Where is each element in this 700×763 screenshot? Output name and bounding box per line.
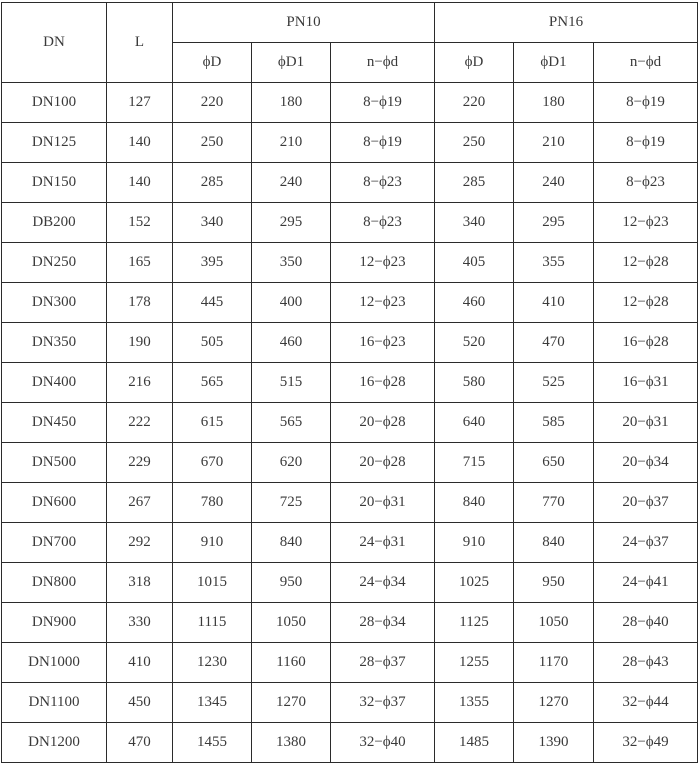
- cell-pn16-d: 1355: [435, 683, 514, 723]
- cell-pn10-bolts: 20−ϕ28: [331, 443, 435, 483]
- cell-pn10-bolts: 8−ϕ19: [331, 123, 435, 163]
- cell-l: 292: [107, 523, 173, 563]
- cell-pn16-bolts: 16−ϕ28: [594, 323, 698, 363]
- cell-l: 165: [107, 243, 173, 283]
- table-row: [2, 123, 698, 163]
- cell-pn16-d: 220: [435, 83, 514, 123]
- cell-pn16-bolts: 8−ϕ19: [594, 83, 698, 123]
- table-row: [2, 603, 698, 643]
- cell-pn10-d1: 460: [252, 323, 331, 363]
- cell-l: 450: [107, 683, 173, 723]
- cell-pn10-d: 285: [173, 163, 252, 203]
- cell-pn16-d1: 1050: [514, 603, 594, 643]
- cell-pn16-bolts: 16−ϕ31: [594, 363, 698, 403]
- cell-pn10-d: 445: [173, 283, 252, 323]
- cell-pn10-bolts: 20−ϕ28: [331, 403, 435, 443]
- cell-pn10-bolts: 24−ϕ34: [331, 563, 435, 603]
- cell-pn10-d: 395: [173, 243, 252, 283]
- cell-pn16-bolts: 20−ϕ34: [594, 443, 698, 483]
- cell-pn10-d1: 840: [252, 523, 331, 563]
- cell-pn16-d1: 585: [514, 403, 594, 443]
- cell-pn16-bolts: 32−ϕ49: [594, 723, 698, 763]
- cell-pn10-d: 1455: [173, 723, 252, 763]
- cell-pn10-d1: 180: [252, 83, 331, 123]
- cell-pn16-d: 580: [435, 363, 514, 403]
- cell-l: 410: [107, 643, 173, 683]
- cell-l: 178: [107, 283, 173, 323]
- cell-pn16-d1: 210: [514, 123, 594, 163]
- table-row: [2, 523, 698, 563]
- cell-pn10-d: 1015: [173, 563, 252, 603]
- cell-pn16-d1: 410: [514, 283, 594, 323]
- header-l: L: [107, 3, 173, 83]
- cell-pn10-d1: 950: [252, 563, 331, 603]
- cell-pn16-d: 910: [435, 523, 514, 563]
- cell-pn10-d: 340: [173, 203, 252, 243]
- header-row-top: [2, 3, 698, 43]
- cell-pn10-d1: 210: [252, 123, 331, 163]
- cell-pn10-d: 615: [173, 403, 252, 443]
- cell-pn16-d: 1485: [435, 723, 514, 763]
- cell-dn: DN300: [2, 283, 107, 323]
- table-row: [2, 683, 698, 723]
- cell-pn10-d1: 1270: [252, 683, 331, 723]
- cell-pn10-d1: 240: [252, 163, 331, 203]
- cell-dn: DN900: [2, 603, 107, 643]
- cell-pn16-d: 340: [435, 203, 514, 243]
- table-row: [2, 83, 698, 123]
- cell-pn10-d1: 620: [252, 443, 331, 483]
- table-row: [2, 403, 698, 443]
- table-row: [2, 643, 698, 683]
- cell-pn16-bolts: 8−ϕ19: [594, 123, 698, 163]
- cell-pn10-bolts: 8−ϕ19: [331, 83, 435, 123]
- cell-pn10-d1: 725: [252, 483, 331, 523]
- cell-l: 330: [107, 603, 173, 643]
- cell-pn16-d1: 295: [514, 203, 594, 243]
- cell-pn16-d: 1125: [435, 603, 514, 643]
- cell-pn16-d1: 180: [514, 83, 594, 123]
- cell-pn16-d1: 1390: [514, 723, 594, 763]
- cell-pn10-d: 780: [173, 483, 252, 523]
- cell-l: 152: [107, 203, 173, 243]
- cell-pn16-d: 405: [435, 243, 514, 283]
- cell-pn16-d: 840: [435, 483, 514, 523]
- cell-pn16-d1: 240: [514, 163, 594, 203]
- cell-pn10-d: 250: [173, 123, 252, 163]
- header-pn16-d1: ϕD1: [514, 43, 594, 83]
- cell-pn10-d: 670: [173, 443, 252, 483]
- cell-dn: DN450: [2, 403, 107, 443]
- header-pn10-d: ϕD: [173, 43, 252, 83]
- cell-dn: DN100: [2, 83, 107, 123]
- cell-dn: DB200: [2, 203, 107, 243]
- cell-pn16-bolts: 28−ϕ40: [594, 603, 698, 643]
- cell-dn: DN600: [2, 483, 107, 523]
- cell-pn16-bolts: 20−ϕ31: [594, 403, 698, 443]
- cell-dn: DN1200: [2, 723, 107, 763]
- header-pn16: PN16: [435, 3, 698, 43]
- cell-pn16-bolts: 32−ϕ44: [594, 683, 698, 723]
- cell-dn: DN150: [2, 163, 107, 203]
- cell-pn16-d: 715: [435, 443, 514, 483]
- cell-pn16-d: 285: [435, 163, 514, 203]
- cell-pn10-bolts: 8−ϕ23: [331, 203, 435, 243]
- cell-l: 229: [107, 443, 173, 483]
- cell-pn10-d1: 295: [252, 203, 331, 243]
- cell-pn16-bolts: 24−ϕ41: [594, 563, 698, 603]
- cell-pn16-d: 460: [435, 283, 514, 323]
- cell-pn16-d1: 355: [514, 243, 594, 283]
- table-row: [2, 563, 698, 603]
- cell-pn10-d: 565: [173, 363, 252, 403]
- cell-pn16-bolts: 24−ϕ37: [594, 523, 698, 563]
- table-row: [2, 363, 698, 403]
- table-row: [2, 163, 698, 203]
- header-pn16-d: ϕD: [435, 43, 514, 83]
- cell-pn16-bolts: 12−ϕ23: [594, 203, 698, 243]
- cell-l: 190: [107, 323, 173, 363]
- cell-pn10-d: 910: [173, 523, 252, 563]
- cell-pn16-d: 250: [435, 123, 514, 163]
- header-dn: DN: [2, 3, 107, 83]
- cell-l: 216: [107, 363, 173, 403]
- cell-pn10-d: 1345: [173, 683, 252, 723]
- header-pn10: PN10: [173, 3, 435, 43]
- cell-pn10-bolts: 28−ϕ34: [331, 603, 435, 643]
- cell-pn10-d: 1230: [173, 643, 252, 683]
- cell-dn: DN250: [2, 243, 107, 283]
- cell-dn: DN1000: [2, 643, 107, 683]
- cell-pn16-d1: 770: [514, 483, 594, 523]
- cell-dn: DN400: [2, 363, 107, 403]
- cell-pn10-d1: 1160: [252, 643, 331, 683]
- cell-pn10-d: 220: [173, 83, 252, 123]
- cell-l: 140: [107, 163, 173, 203]
- cell-pn10-bolts: 32−ϕ40: [331, 723, 435, 763]
- table-row: [2, 283, 698, 323]
- cell-dn: DN125: [2, 123, 107, 163]
- cell-pn16-d1: 525: [514, 363, 594, 403]
- table-row: [2, 723, 698, 763]
- header-pn10-d1: ϕD1: [252, 43, 331, 83]
- cell-pn16-d1: 1270: [514, 683, 594, 723]
- cell-pn16-d1: 840: [514, 523, 594, 563]
- flange-dimension-table: [1, 2, 698, 763]
- cell-pn10-bolts: 12−ϕ23: [331, 243, 435, 283]
- cell-pn16-d: 1025: [435, 563, 514, 603]
- table-row: [2, 243, 698, 283]
- cell-pn16-d1: 1170: [514, 643, 594, 683]
- cell-l: 222: [107, 403, 173, 443]
- cell-pn10-d1: 400: [252, 283, 331, 323]
- cell-pn16-d: 640: [435, 403, 514, 443]
- cell-pn16-bolts: 20−ϕ37: [594, 483, 698, 523]
- cell-pn10-d1: 515: [252, 363, 331, 403]
- cell-pn10-bolts: 12−ϕ23: [331, 283, 435, 323]
- cell-dn: DN800: [2, 563, 107, 603]
- cell-pn16-bolts: 28−ϕ43: [594, 643, 698, 683]
- header-pn10-bolts: n−ϕd: [331, 43, 435, 83]
- cell-pn10-d1: 565: [252, 403, 331, 443]
- cell-l: 470: [107, 723, 173, 763]
- cell-pn16-bolts: 12−ϕ28: [594, 283, 698, 323]
- cell-pn16-d1: 470: [514, 323, 594, 363]
- cell-pn10-d1: 1050: [252, 603, 331, 643]
- cell-pn10-bolts: 16−ϕ28: [331, 363, 435, 403]
- table-row: [2, 483, 698, 523]
- cell-pn10-d: 505: [173, 323, 252, 363]
- cell-pn16-d: 520: [435, 323, 514, 363]
- cell-pn10-d: 1115: [173, 603, 252, 643]
- cell-pn10-bolts: 16−ϕ23: [331, 323, 435, 363]
- cell-l: 267: [107, 483, 173, 523]
- cell-pn16-d1: 650: [514, 443, 594, 483]
- cell-l: 127: [107, 83, 173, 123]
- cell-pn10-bolts: 24−ϕ31: [331, 523, 435, 563]
- cell-pn16-d1: 950: [514, 563, 594, 603]
- cell-pn10-d1: 350: [252, 243, 331, 283]
- cell-pn16-bolts: 8−ϕ23: [594, 163, 698, 203]
- cell-dn: DN350: [2, 323, 107, 363]
- cell-pn10-d1: 1380: [252, 723, 331, 763]
- cell-pn10-bolts: 20−ϕ31: [331, 483, 435, 523]
- header-pn16-bolts: n−ϕd: [594, 43, 698, 83]
- table-row: [2, 203, 698, 243]
- cell-pn10-bolts: 32−ϕ37: [331, 683, 435, 723]
- cell-dn: DN1100: [2, 683, 107, 723]
- cell-dn: DN700: [2, 523, 107, 563]
- cell-pn10-bolts: 8−ϕ23: [331, 163, 435, 203]
- cell-pn16-bolts: 12−ϕ28: [594, 243, 698, 283]
- cell-l: 140: [107, 123, 173, 163]
- table-row: [2, 443, 698, 483]
- table-row: [2, 323, 698, 363]
- cell-pn10-bolts: 28−ϕ37: [331, 643, 435, 683]
- cell-dn: DN500: [2, 443, 107, 483]
- cell-l: 318: [107, 563, 173, 603]
- cell-pn16-d: 1255: [435, 643, 514, 683]
